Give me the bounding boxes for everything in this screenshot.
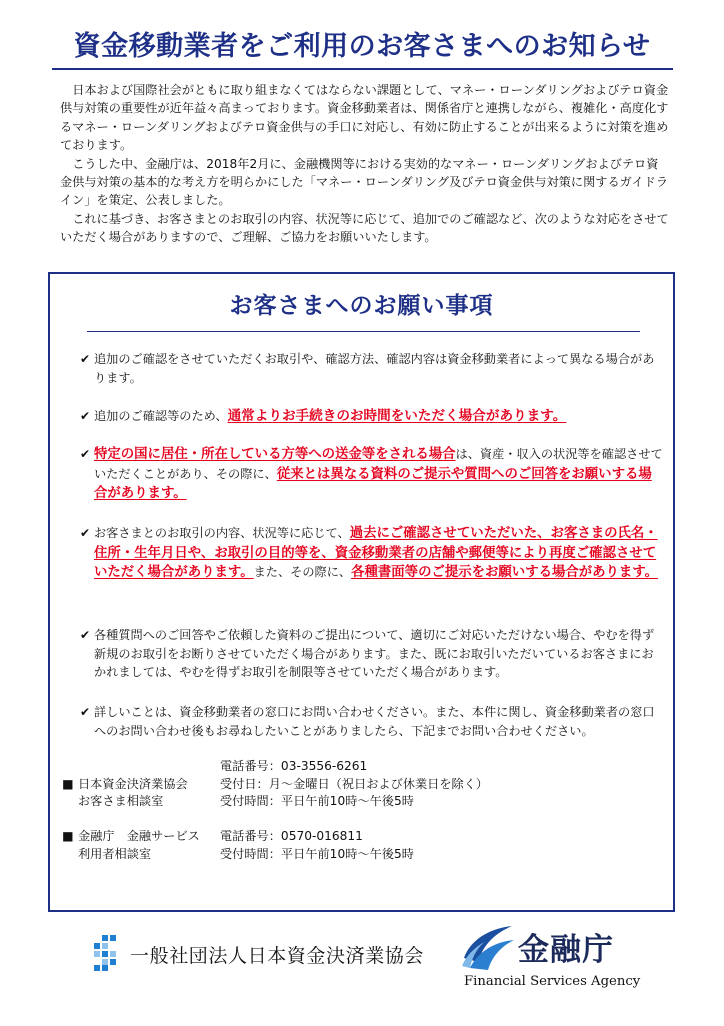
requests-heading-underline bbox=[87, 331, 640, 332]
request-item bbox=[80, 626, 664, 682]
contact-hours: 受付時間：平日午前10時～午後5時 bbox=[220, 846, 414, 861]
check-icon: ✔ bbox=[80, 705, 91, 719]
association-mark-icon bbox=[88, 933, 122, 973]
contact-fsa bbox=[62, 828, 602, 863]
contact-org: 日本資金決済業協会 bbox=[78, 776, 188, 791]
request-text: 追加のご確認等のため、 bbox=[94, 409, 228, 423]
contact-phone: 電話番号：03-3556-6261 bbox=[220, 759, 368, 773]
contact-days: 受付日：月～金曜日（祝日および休業日を除く） bbox=[220, 776, 489, 791]
request-highlight: 従来とは異なる資料のご提示や質問へのご回答をお願いする場合があります。 bbox=[94, 466, 652, 502]
requests-box bbox=[48, 272, 675, 912]
intro-text bbox=[60, 81, 670, 247]
request-highlight: 通常よりお手続きのお時間をいただく場合があります。 bbox=[227, 408, 567, 424]
contact-org-dept: 利用者相談室 bbox=[78, 846, 152, 861]
request-highlight: 過去にご確認させていただいた、お客さまの氏名・住所・生年月日や、お取引の目的等を、資金移動業者の店舗や郵便等により再度ご確認させていただく場合があります。 bbox=[94, 526, 658, 581]
contact-jpx bbox=[62, 758, 602, 811]
request-item bbox=[80, 703, 664, 740]
association-name: 一般社団法人日本資金決済業協会 bbox=[130, 945, 425, 967]
contact-phone: 電話番号：0570-016811 bbox=[220, 829, 363, 843]
fsa-logo bbox=[460, 922, 660, 1002]
intro-paragraph: 日本および国際社会がともに取り組まなくてはならない課題として、マネー・ローンダリングおよびテロ資金供与対策の重要性が近年益々高まっております。資金移動業者は、関係省庁と連携しながら、複雑化・高度化するマネー・ローンダリングおよびテロ資金供与の手口に対応し、有効に防止することが出来るように対策を進めております。 bbox=[60, 83, 669, 153]
request-highlight: 各種書面等のご提示をお願いする場合があります。 bbox=[351, 565, 659, 581]
request-item bbox=[80, 407, 664, 426]
request-item bbox=[80, 350, 664, 387]
check-icon: ✔ bbox=[80, 447, 91, 461]
request-text: は、資産・収入の状況等を確認させていただくことがあり、その際に、 bbox=[94, 447, 663, 481]
request-text: 追加のご確認をさせていただくお取引や、確認方法、確認内容は資金移動業者によって異なる場合があります。 bbox=[94, 352, 655, 385]
square-bullet-icon: ■ bbox=[62, 829, 74, 843]
square-bullet-icon: ■ bbox=[62, 776, 74, 791]
fsa-english-name: Financial Services Agency bbox=[464, 974, 641, 989]
intro-paragraph: これに基づき、お客さまとのお取引の内容、状況等に応じて、追加でのご確認など、次のような対応をさせていただく場合がありますので、ご理解、ご協力をお願いいたします。 bbox=[60, 211, 669, 245]
request-item bbox=[80, 524, 664, 583]
requests-heading: お客さまへのお願い事項 bbox=[229, 293, 494, 319]
title-underline bbox=[52, 68, 673, 70]
check-icon: ✔ bbox=[80, 526, 91, 540]
check-icon: ✔ bbox=[80, 628, 91, 642]
contact-org: 金融庁 金融サービス bbox=[78, 829, 200, 843]
request-item bbox=[80, 445, 664, 504]
fsa-mark-icon bbox=[460, 922, 516, 972]
page-title: 資金移動業者をご利用のお客さまへのお知らせ bbox=[73, 31, 651, 62]
check-icon: ✔ bbox=[80, 409, 91, 423]
fsa-name: 金融庁 bbox=[518, 932, 614, 968]
check-icon: ✔ bbox=[80, 352, 91, 366]
contact-org-dept: お客さま相談室 bbox=[78, 794, 164, 808]
request-text: また、その際に、 bbox=[253, 565, 352, 580]
request-text: 各種質問へのご回答やご依頼した資料のご提出について、適切にご対応いただけない場合、やむを得ず新規のお取引をお断りさせていただく場合があります。また、既にお取引いただいているお客さまにおかれましては、やむを得ずお取引を制限等させていただく場合があります。 bbox=[94, 628, 655, 680]
association-logo bbox=[88, 933, 425, 973]
request-text: お客さまとのお取引の内容、状況等に応じて、 bbox=[94, 526, 350, 540]
contact-hours: 受付時間：平日午前10時～午後5時 bbox=[220, 794, 414, 808]
intro-paragraph: こうした中、金融庁は、2018年2月に、金融機関等における実効的なマネー・ローンダリングおよびテロ資金供与対策の基本的な考え方を明らかにした「マネー・ローンダリング及びテロ資金供与対策に関するガイドライン」を策定、公表しました。 bbox=[60, 156, 669, 208]
request-highlight: 特定の国に居住・所在している方等への送金等をされる場合 bbox=[94, 447, 456, 462]
request-text: 詳しいことは、資金移動業者の窓口にお問い合わせください。また、本件に関し、資金移動業者の窓口へのお問い合わせ後もお尋ねしたいことがありましたら、下記までお問い合わせください。 bbox=[94, 705, 655, 738]
